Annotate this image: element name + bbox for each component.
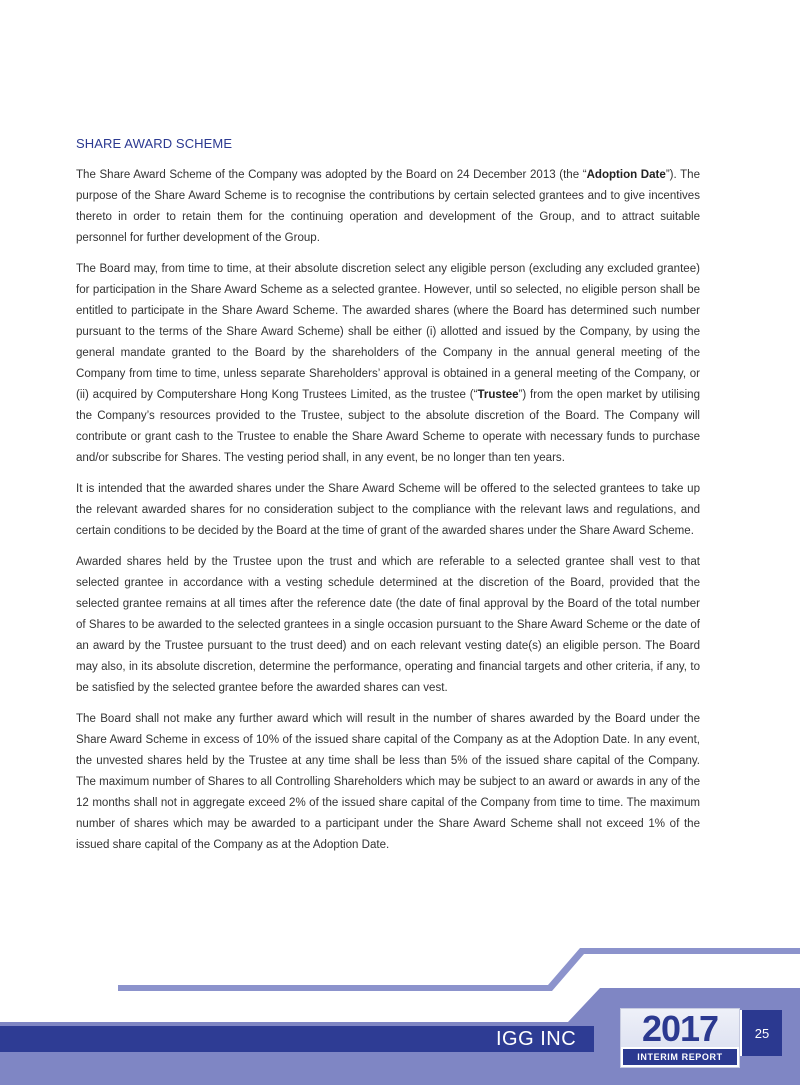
paragraph [76, 165, 700, 249]
paragraph-text: Awarded shares held by the Trustee upon the trust and which are referable to a selected grantee shall vest to that selected grantee in accordance with a vesting schedule determined at the discretion of the Board, provided that the selected grantee remains at all times after the reference date (the date of final approval by the Board of the total number of Shares to be awarded to the selected grantees in a single occasion pursuant to the Share Award Scheme or the date of an award by the Trustee pursuant to the trust deed) and on each relevant vesting date(s) an eligible person. The Board may also, in its absolute discretion, determine the performance, operating and financial targets and other criteria, if any, to be satisfied by the selected grantee before the awarded shares can vest. [76, 556, 700, 694]
paragraph-text: The Board may, from time to time, at their absolute discretion select any eligible person (excluding any excluded grantee) for participation in the Share Award Scheme as a selected grantee. However, until so selected, no eligible person shall be entitled to participate in the Share Award Scheme. The awarded shares (where the Board has determined such number pursuant to the terms of the Share Award Scheme) shall be either (i) allotted and issued by the Company, by using the general mandate granted to the Board by the shareholders of the Company in the annual general meeting of the Company from time to time, unless separate Shareholders’ approval is obtained in a general meeting of the Company, or (ii) acquired by Computershare Hong Kong Trustees Limited, as the trustee (“ [76, 263, 700, 401]
paragraph-text: The Share Award Scheme of the Company was adopted by the Board on 24 December 2013 (the “ [76, 169, 587, 181]
logo-year: 2017 [621, 1009, 739, 1047]
paragraph [76, 709, 700, 856]
paragraph-text: ”) from the open market by utilising the Company’s resources provided to the Trustee, subject to the absolute discretion of the Board. The Company will contribute or grant cash to the Trustee to enable the Share Award Scheme to operate with necessary funds to purchase and/or subscribe for Shares. The vesting period shall, in any event, be no longer than ten years. [76, 389, 701, 464]
interim-report-logo [620, 1008, 740, 1068]
footer-thin-stripe [118, 948, 800, 991]
paragraph-text: The Board shall not make any further award which will result in the number of shares awarded by the Board under the Share Award Scheme in excess of 10% of the issued share capital of the Company as at the Adoption Date. In any event, the unvested shares held by the Trustee at any time shall be less than 5% of the issued share capital of the Company. The maximum number of Shares to all Controlling Shareholders which may be subject to an award or awards in any of the 12 months shall not in aggregate exceed 2% of the issued share capital of the Company from time to time. The maximum number of shares which may be awarded to a participant under the Share Award Scheme shall not exceed 1% of the issued share capital of the Company as at the Adoption Date. [76, 713, 700, 851]
paragraph [76, 479, 700, 542]
section-title: SHARE AWARD SCHEME [76, 136, 233, 151]
paragraph-text: It is intended that the awarded shares under the Share Award Scheme will be offered to the selected grantees to take up the relevant awarded shares for no consideration subject to the compliance with the relevant laws and regulations, and certain conditions to be decided by the Board at the time of grant of the awarded shares under the Share Award Scheme. [76, 483, 700, 537]
page-number: 25 [740, 1010, 782, 1056]
defined-term: Trustee [477, 389, 519, 401]
main-content [76, 136, 700, 866]
paragraph [76, 552, 700, 699]
paragraph-text: ”). The purpose of the Share Award Scheme is to recognise the contributions by certain selected grantees and to give incentives thereto in order to retain them for the continuing operation and development of the Group, and to attract suitable personnel for further development of the Group. [76, 169, 700, 244]
defined-term: Adoption Date [586, 169, 666, 181]
body-paragraphs [76, 165, 700, 856]
company-name: IGG INC [496, 1028, 577, 1050]
logo-subtitle: INTERIM REPORT [623, 1049, 737, 1065]
paragraph [76, 259, 700, 469]
